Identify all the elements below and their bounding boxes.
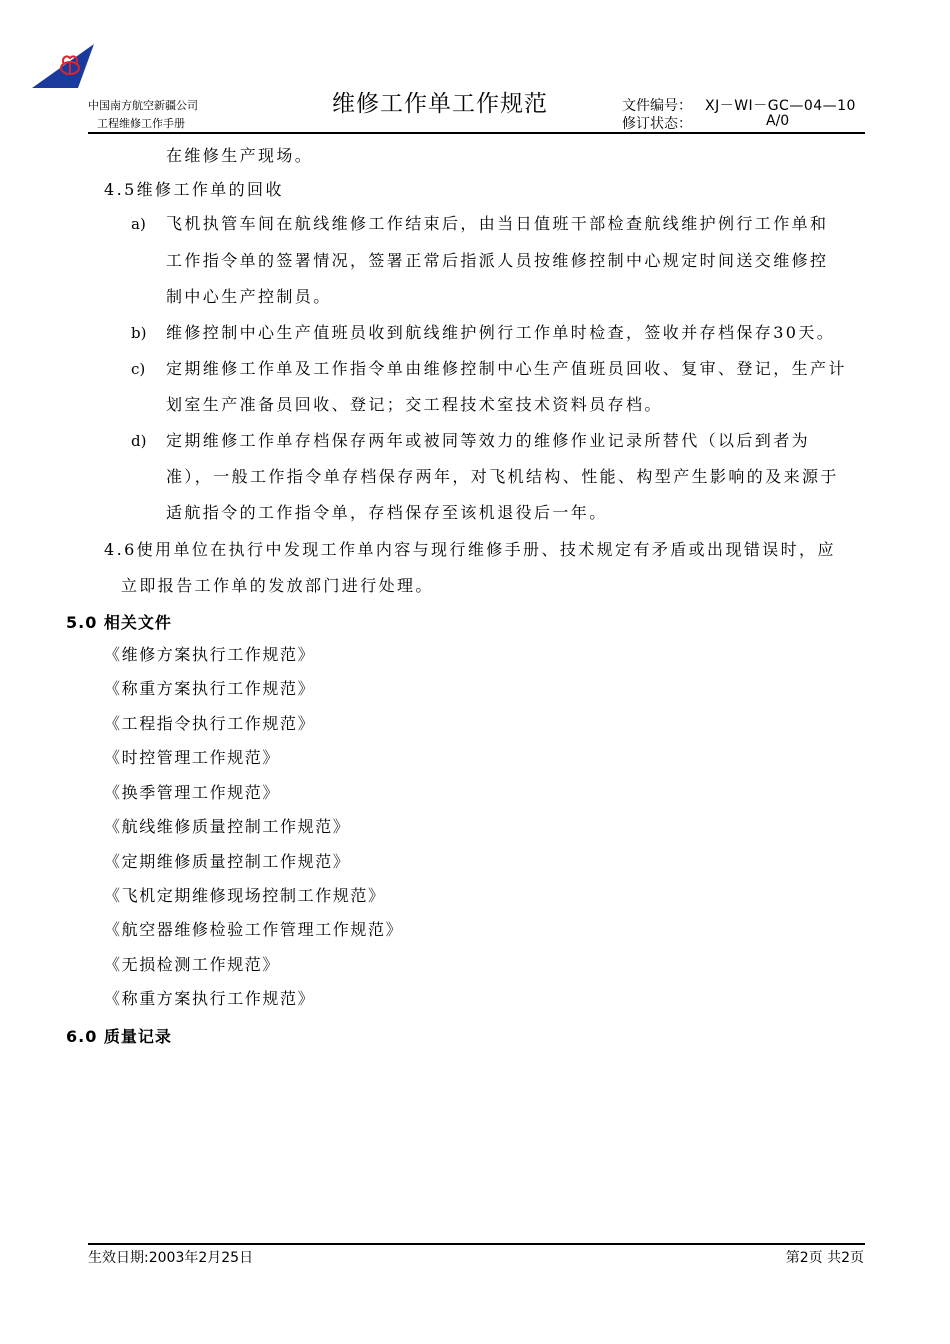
related-doc-item: 《航线维修质量控制工作规范》 — [104, 817, 351, 836]
manual-name: 工程维修工作手册 — [97, 117, 185, 130]
item-a-marker: a) — [131, 215, 146, 233]
continuation-text: 在维修生产现场。 — [166, 146, 314, 165]
company-name: 中国南方航空新疆公司 — [88, 99, 198, 112]
item-d-line: 准），一般工作指令单存档保存两年，对飞机结构、性能、构型产生影响的及来源于 — [166, 467, 839, 486]
item-c-line: 划室生产准备员回收、登记；交工程技术室技术资料员存档。 — [166, 395, 663, 414]
item-c-line: 定期维修工作单及工作指令单由维修控制中心生产值班员回收、复审、登记，生产计 — [166, 359, 847, 378]
item-d-marker: d) — [131, 432, 147, 450]
page-number: 第2页 共2页 — [785, 1250, 864, 1266]
item-b-line: 维修控制中心生产值班员收到航线维护例行工作单时检查，签收并存档保存30天。 — [166, 323, 836, 342]
related-doc-item: 《称重方案执行工作规范》 — [104, 989, 316, 1008]
company-logo-icon — [28, 44, 94, 90]
effective-date: 生效日期:2003年2月25日 — [88, 1250, 254, 1266]
related-doc-item: 《飞机定期维修现场控制工作规范》 — [104, 886, 386, 905]
item-b-marker: b) — [131, 324, 147, 342]
related-doc-item: 《换季管理工作规范》 — [104, 783, 281, 802]
doc-number-value: XJ－WI－GC—04—10 — [705, 98, 856, 114]
item-a-line: 工作指令单的签署情况，签署正常后指派人员按维修控制中心规定时间送交维修控 — [166, 251, 829, 270]
section-4-5-title: 4.5维修工作单的回收 — [104, 180, 284, 199]
section-4-6-line: 4.6使用单位在执行中发现工作单内容与现行维修手册、技术规定有矛盾或出现错误时，应 — [104, 540, 836, 559]
related-doc-item: 《无损检测工作规范》 — [104, 955, 281, 974]
related-doc-item: 《时控管理工作规范》 — [104, 748, 281, 767]
section-6-0-heading: 6.0 质量记录 — [66, 1027, 172, 1046]
related-doc-item: 《维修方案执行工作规范》 — [104, 645, 316, 664]
document-title: 维修工作单工作规范 — [332, 91, 548, 117]
footer-divider — [88, 1243, 865, 1245]
revision-label: 修订状态： — [622, 116, 692, 132]
header-divider — [88, 132, 865, 134]
item-a-line: 制中心生产控制员。 — [166, 287, 332, 306]
doc-number-label: 文件编号： — [622, 98, 692, 114]
item-d-line: 定期维修工作单存档保存两年或被同等效力的维修作业记录所替代（以后到者为 — [166, 431, 811, 450]
section-5-0-heading: 5.0 相关文件 — [66, 613, 172, 632]
related-doc-item: 《工程指令执行工作规范》 — [104, 714, 316, 733]
item-d-line: 适航指令的工作指令单，存档保存至该机退役后一年。 — [166, 503, 608, 522]
item-a-line: 飞机执管车间在航线维修工作结束后，由当日值班干部检查航线维护例行工作单和 — [166, 214, 829, 233]
related-doc-item: 《定期维修质量控制工作规范》 — [104, 852, 351, 871]
section-4-6-line: 立即报告工作单的发放部门进行处理。 — [121, 576, 434, 595]
related-doc-item: 《航空器维修检验工作管理工作规范》 — [104, 920, 404, 939]
related-doc-item: 《称重方案执行工作规范》 — [104, 679, 316, 698]
item-c-marker: c) — [131, 360, 146, 378]
revision-value: A/0 — [766, 113, 790, 129]
